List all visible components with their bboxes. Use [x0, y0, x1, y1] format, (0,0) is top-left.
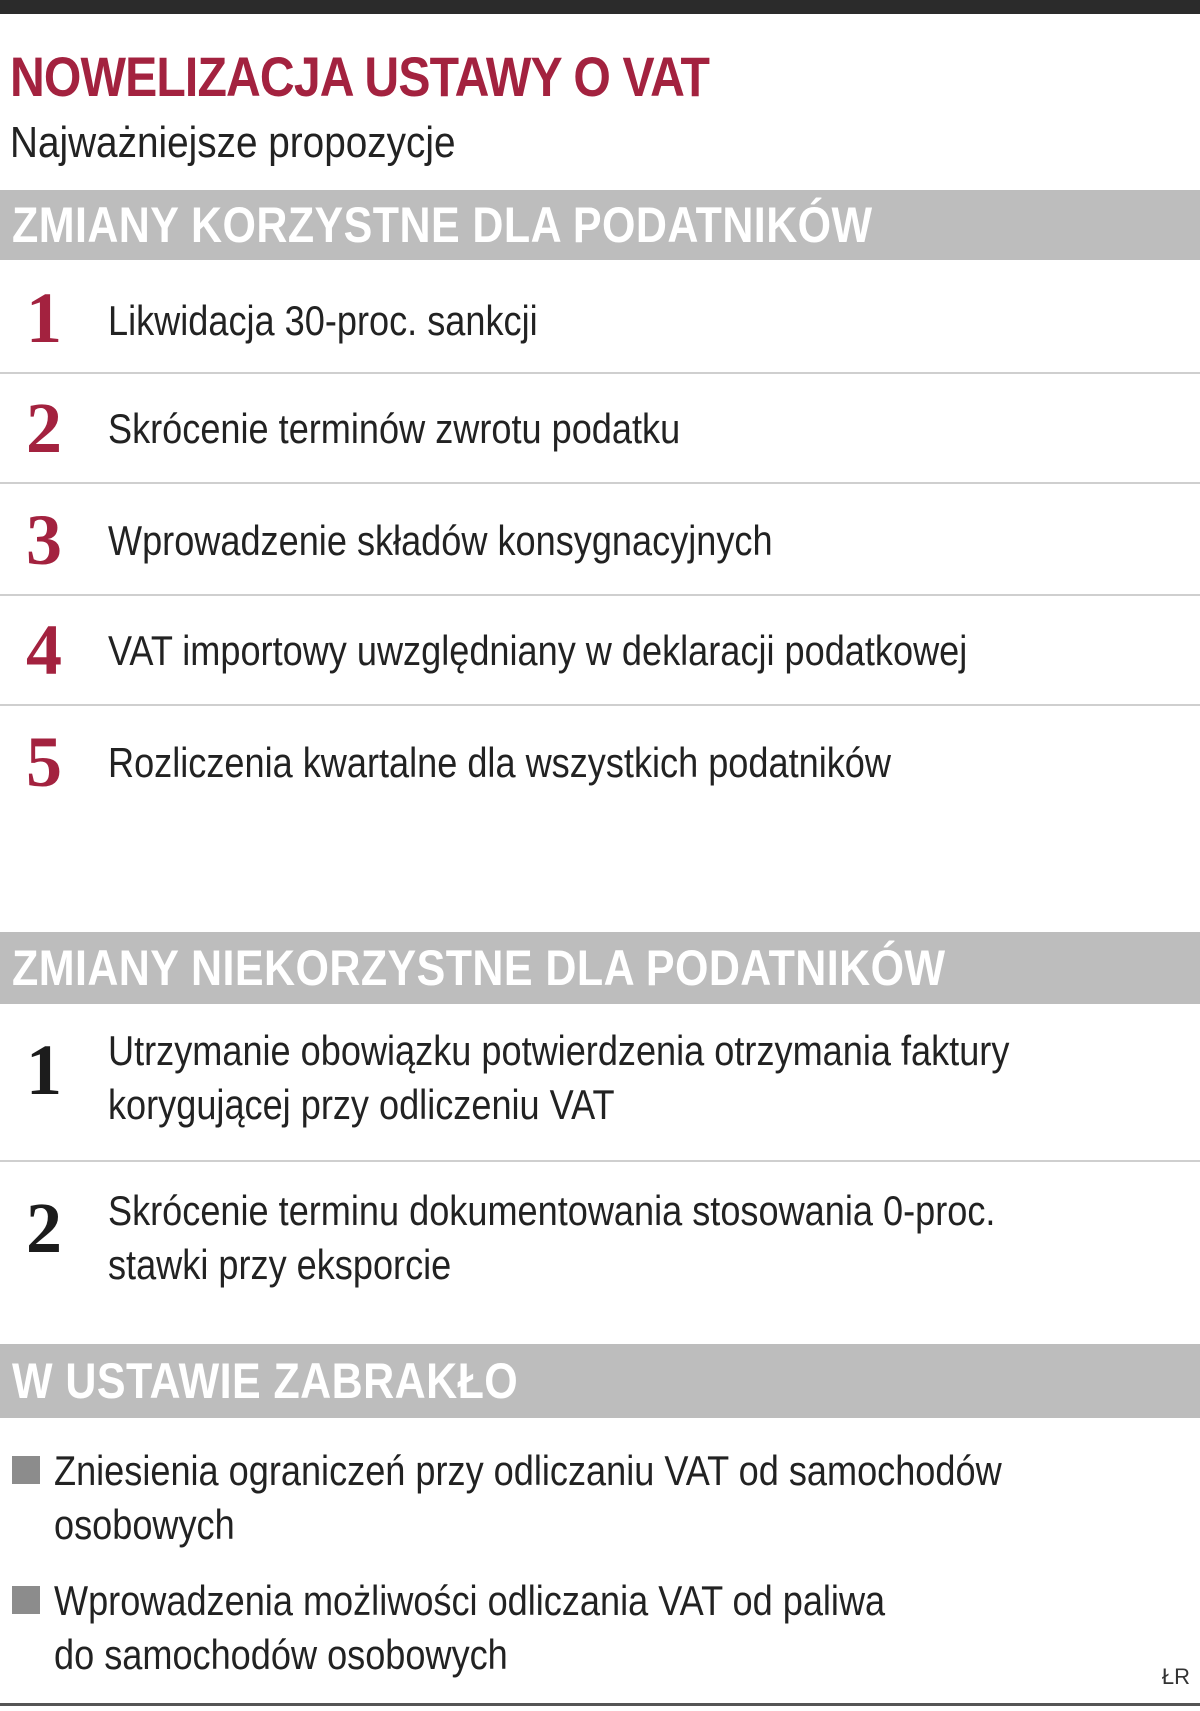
- list-item: [0, 1566, 1200, 1686]
- item-number: 5: [26, 722, 62, 802]
- item-text: Skrócenie terminów zwrotu podatku: [108, 405, 681, 452]
- item-text-line1: Zniesienia ograniczeń przy odliczaniu VAT od samochodów: [54, 1447, 1002, 1494]
- item-text-line2: do samochodów osobowych: [54, 1631, 508, 1678]
- list-item: [0, 1004, 1200, 1160]
- section-heading-label: W USTAWIE ZABRAKŁO: [12, 1353, 519, 1409]
- section-heading-missing: [0, 1344, 1200, 1418]
- section-heading-beneficial: [0, 190, 1200, 260]
- bottom-rule: [0, 1703, 1200, 1706]
- item-number: 4: [26, 610, 62, 690]
- section-heading-unfavorable: [0, 932, 1200, 1004]
- item-number: 1: [26, 278, 62, 358]
- item-text-line1: Skrócenie terminu dokumentowania stosowania 0-proc.: [108, 1187, 996, 1234]
- top-rule: [0, 0, 1200, 14]
- item-number: 2: [26, 1188, 62, 1268]
- bullet-square-icon: [12, 1586, 40, 1614]
- list-item: [0, 1436, 1200, 1556]
- item-text-line1: Utrzymanie obowiązku potwierdzenia otrzymania faktury: [108, 1027, 1010, 1074]
- page-subtitle: Najważniejsze propozycje: [10, 118, 456, 167]
- item-number: 1: [26, 1030, 62, 1110]
- item-number: 3: [26, 500, 62, 580]
- list-item: [0, 1162, 1200, 1318]
- item-text-line2: korygującej przy odliczeniu VAT: [108, 1081, 615, 1128]
- item-text: VAT importowy uwzględniany w deklaracji podatkowej: [108, 627, 968, 674]
- item-text-line1: Wprowadzenia możliwości odliczania VAT od paliwa: [54, 1577, 886, 1624]
- list-item: [0, 374, 1200, 482]
- page-title: NOWELIZACJA USTAWY O VAT: [10, 45, 710, 108]
- item-text: Rozliczenia kwartalne dla wszystkich podatników: [108, 739, 891, 786]
- list-item: [0, 484, 1200, 594]
- bullet-square-icon: [12, 1456, 40, 1484]
- list-item: [0, 260, 1200, 372]
- list-item: [0, 596, 1200, 704]
- item-text: Likwidacja 30-proc. sankcji: [108, 297, 538, 344]
- list-item: [0, 706, 1200, 816]
- author-credit: ŁR: [1161, 1664, 1190, 1689]
- item-text-line2: osobowych: [54, 1501, 235, 1548]
- section-heading-label: ZMIANY KORZYSTNE DLA PODATNIKÓW: [12, 197, 873, 253]
- item-text: Wprowadzenie składów konsygnacyjnych: [108, 517, 773, 564]
- item-text-line2: stawki przy eksporcie: [108, 1241, 452, 1288]
- item-number: 2: [26, 388, 62, 468]
- section-heading-label: ZMIANY NIEKORZYSTNE DLA PODATNIKÓW: [12, 940, 946, 996]
